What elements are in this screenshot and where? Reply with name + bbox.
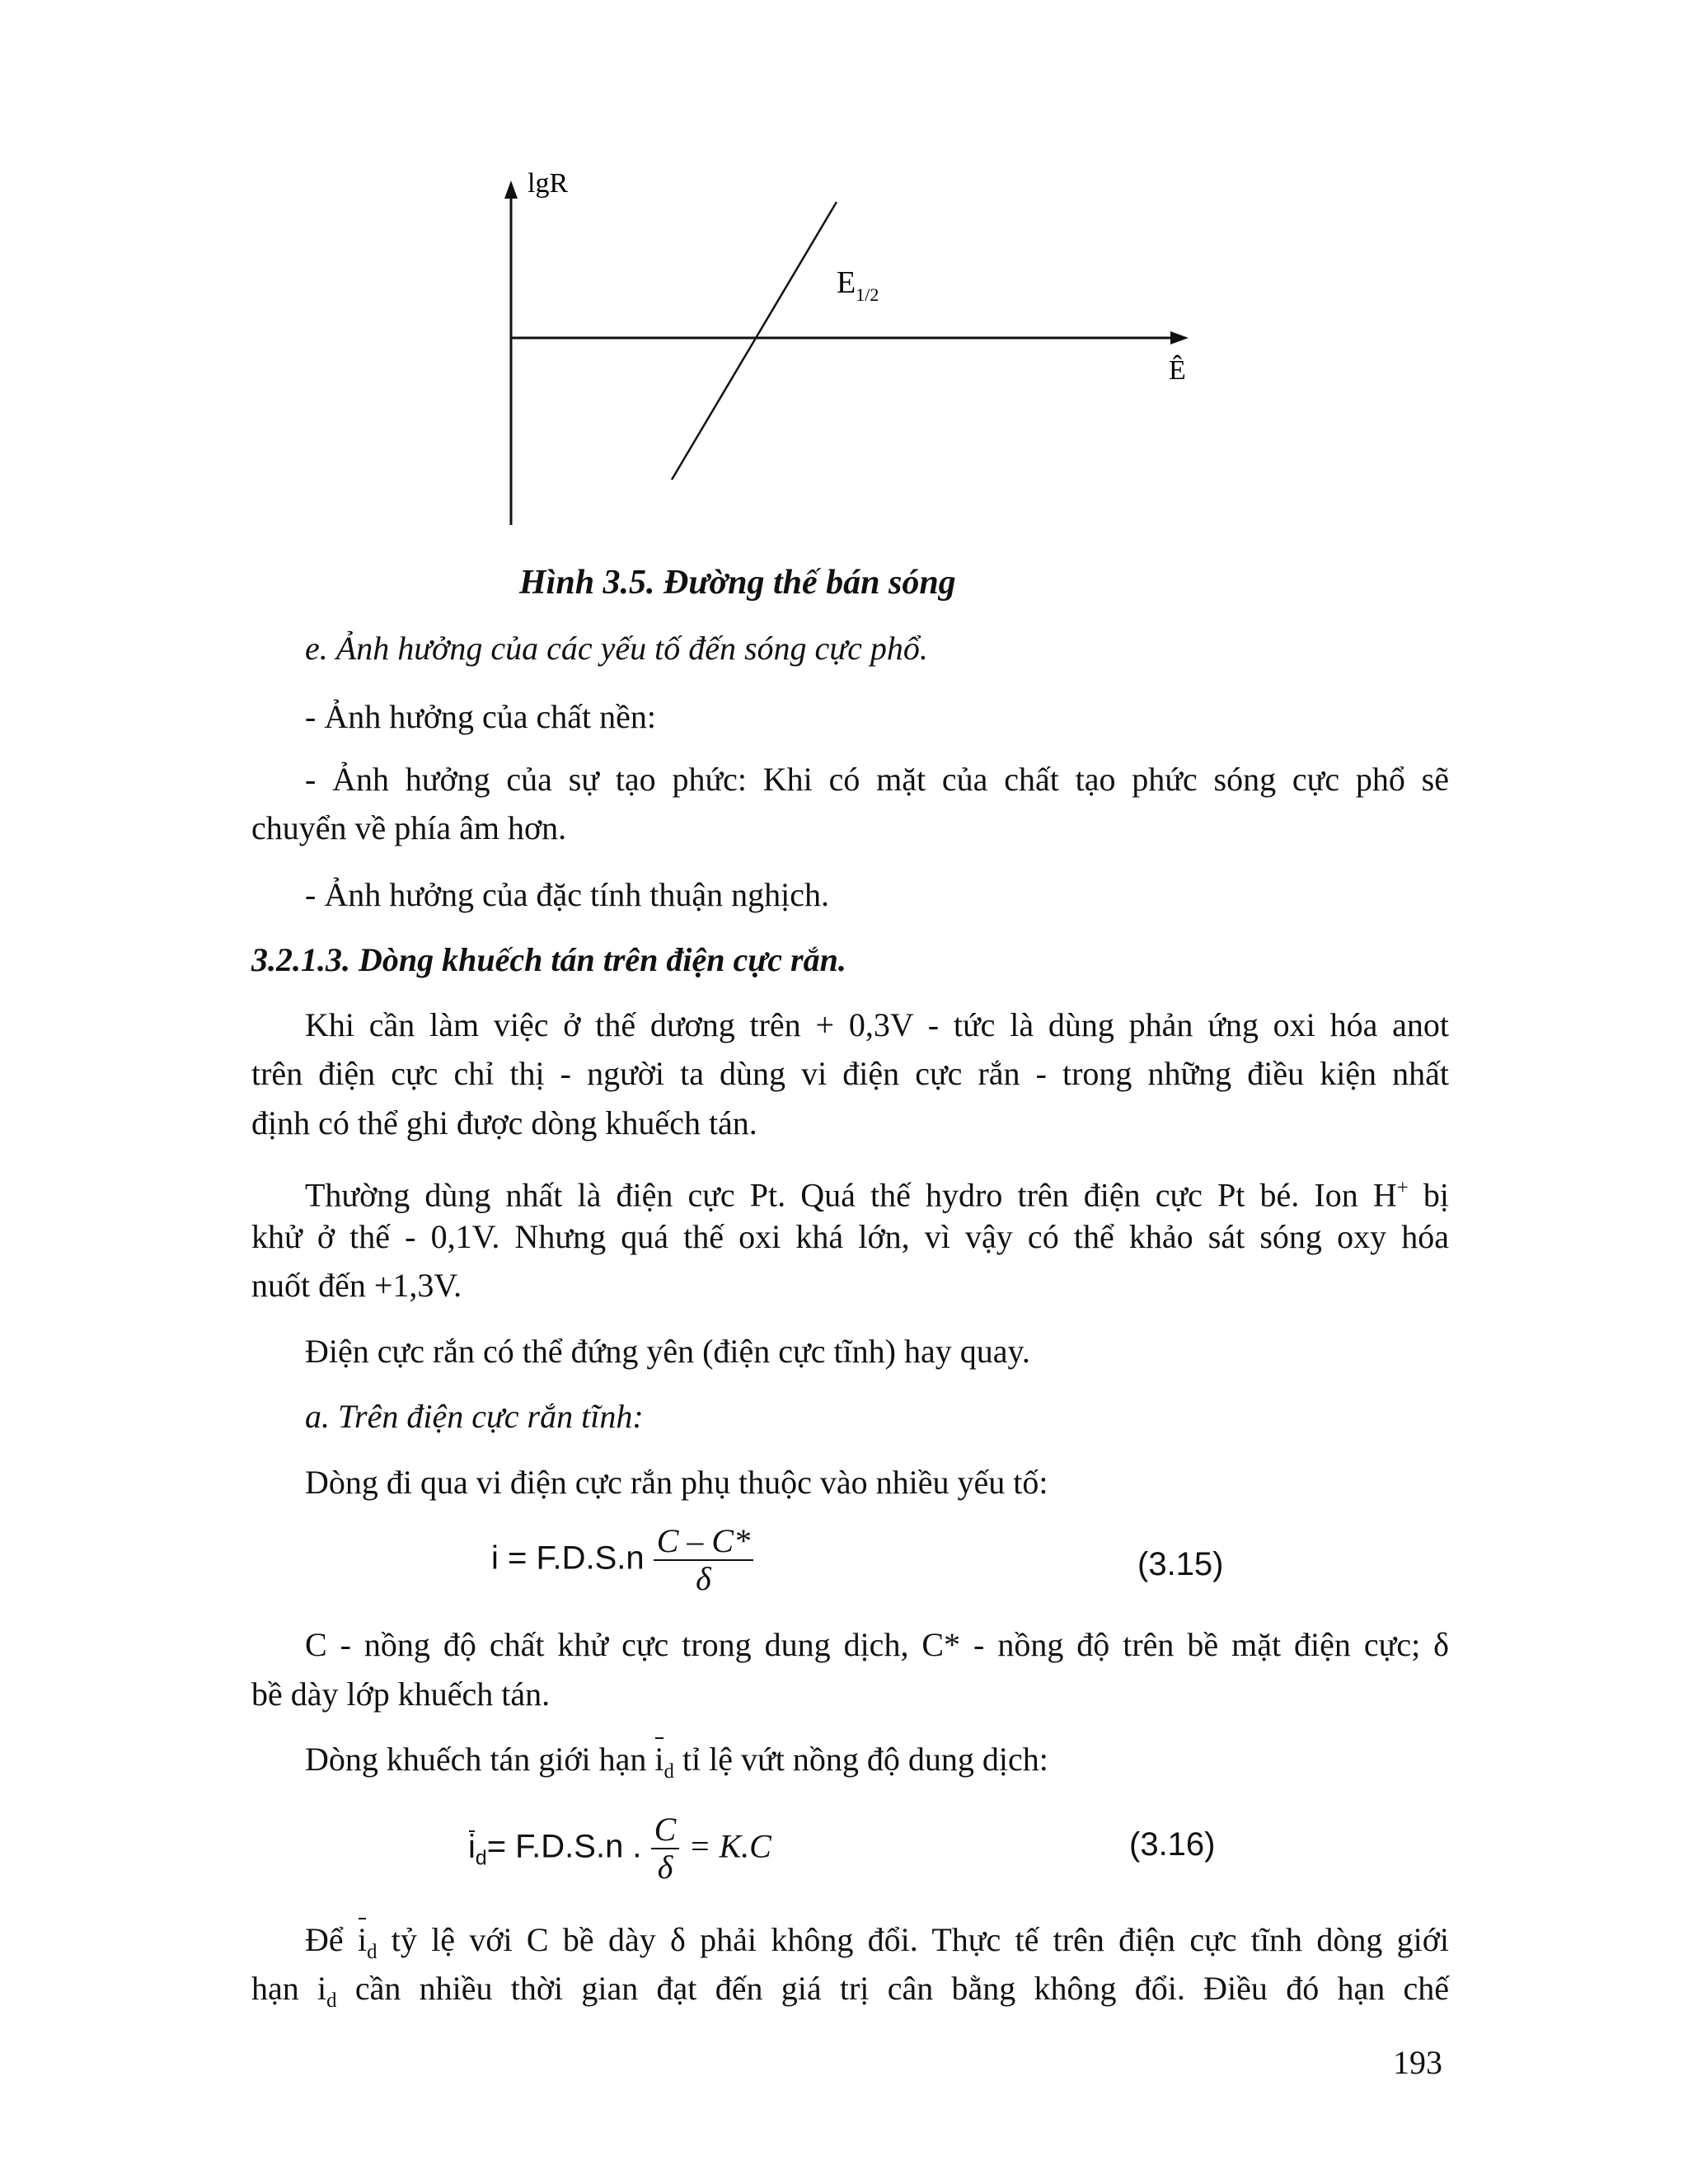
para-2-line-1: Thường dùng nhất là điện cực Pt. Quá thế hydro trên điện cực Pt bé. Ion H+ bị: [305, 1176, 1449, 1214]
para-5-line-2: bề dày lớp khuếch tán.: [251, 1675, 551, 1713]
figure-caption: Hình 3.5. Đường thế bán sóng: [519, 564, 956, 602]
equation-3-15: [491, 1523, 753, 1597]
para-7-line-2: hạn $i_d$ cần nhiều thời gian đạt đến giá trị cân bằng không đổi. Điều đó hạn chế: [251, 1970, 1450, 2012]
equation-3-15-fraction: [654, 1523, 753, 1597]
half-wave-potential-figure: [486, 169, 1228, 536]
para-3: Điện cực rắn có thể đứng yên (điện cực tĩnh) hay quay.: [305, 1333, 1030, 1370]
equation-3-16-numerator: C: [651, 1811, 680, 1849]
equation-3-16: $i_d= F.D.S.n$ . $\frac{C}{\delta}$ = K.C: [468, 1811, 771, 1886]
section-e-heading: e. Ảnh hưởng của các yếu tố đến sóng cực phổ.: [305, 630, 928, 667]
para-7-line-1: Để $i_d$ tỷ lệ với C bề dày δ phải không đổi. Thực tế trên điện cực tĩnh dòng giới: [305, 1916, 1449, 1976]
section-3213-heading: 3.2.1.3. Dòng khuếch tán trên điện cực rắn.: [251, 941, 846, 978]
para-2-line-3: nuốt đến +1,3V.: [251, 1267, 462, 1304]
y-axis-arrow: [504, 180, 518, 199]
e-half-label: $E_{1/2}$: [837, 265, 879, 305]
para-1-line-3: định có thể ghi được dòng khuếch tán.: [251, 1104, 757, 1141]
section-e-item-1: - Ảnh hưởng của chất nền:: [305, 698, 657, 735]
equation-3-16-fraction: [651, 1811, 680, 1886]
equation-3-16-number: (3.16): [1129, 1826, 1216, 1863]
para-2-line-2: khử ở thế - 0,1V. Nhưng quá thế oxi khá lớn, vì vậy có thể khảo sát sóng oxy hóa: [251, 1218, 1449, 1255]
x-axis-arrow: [1170, 331, 1189, 344]
equation-3-16-rhs: = K.C: [688, 1827, 771, 1865]
equation-3-16-denominator: δ: [657, 1849, 673, 1886]
x-axis-label: Ê: [1169, 355, 1186, 386]
para-6: Dòng khuếch tán giới hạn $i_d$ tỉ lệ vứt nồng độ dung dịch:: [305, 1736, 1048, 1796]
half-wave-line: [672, 202, 837, 480]
equation-3-15-denominator: δ: [696, 1560, 711, 1597]
para-1-line-1: Khi cần làm việc ở thế dương trên + 0,3V - tức là dùng phản ứng oxi hóa anot: [305, 1006, 1449, 1043]
para-1-line-2: trên điện cực chỉ thị - người ta dùng vi điện cực rắn - trong những điều kiện nhất: [251, 1055, 1449, 1092]
equation-3-16-i: i: [468, 1828, 476, 1865]
equation-3-15-number: (3.15): [1137, 1546, 1224, 1582]
sub-a-heading: a. Trên điện cực rắn tĩnh:: [305, 1398, 644, 1435]
equation-3-15-lhs: i = F.D.S.n: [491, 1540, 645, 1577]
section-e-item-3: - Ảnh hưởng của đặc tính thuận nghịch.: [305, 876, 830, 913]
section-e-item-2-line-1: - Ảnh hưởng của sự tạo phức: Khi có mặt của chất tạo phức sóng cực phổ sẽ: [305, 761, 1449, 798]
para-5-line-1: C - nồng độ chất khử cực trong dung dịch, C* - nồng độ trên bề mặt điện cực; δ: [305, 1626, 1449, 1663]
equation-3-16-mid: = F.D.S.n .: [486, 1828, 642, 1865]
y-axis-label: lgR: [528, 169, 569, 199]
page-number: 193: [1393, 2044, 1442, 2081]
equation-3-15-numerator: C – C*: [654, 1523, 753, 1561]
section-e-item-2-line-2: chuyển về phía âm hơn.: [251, 809, 567, 846]
para-4: Dòng đi qua vi điện cực rắn phụ thuộc vào nhiều yếu tố:: [305, 1464, 1048, 1501]
